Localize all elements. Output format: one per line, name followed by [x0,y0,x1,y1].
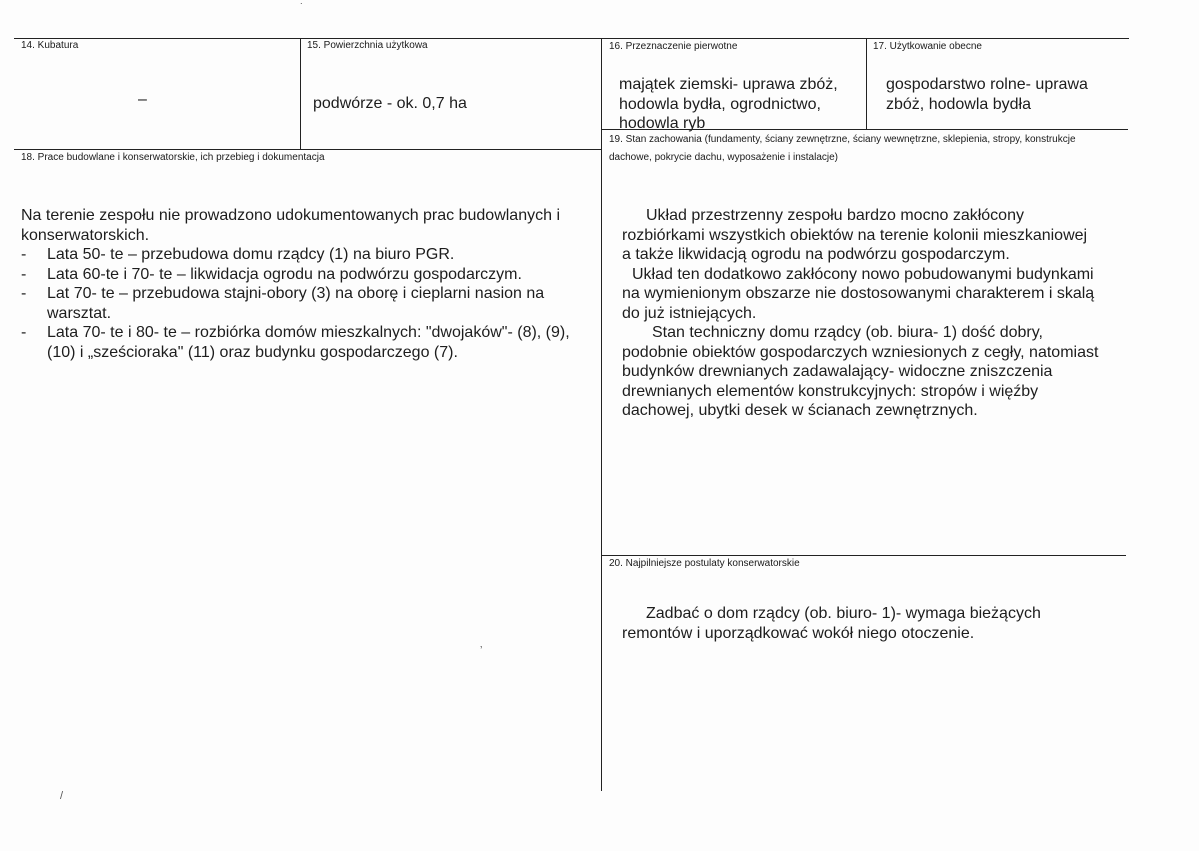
field-19-label: 19. Stan zachowania (fundamenty, ściany zewnętrzne, ściany wewnętrzne, sklepienia, stropy, konstrukcje dachowe, pokrycie dachu, wyposażenie i instalacje) [609,134,1076,163]
scan-speck: / [60,790,64,802]
field-19-paragraph: Układ przestrzenny zespołu bardzo mocno zakłócony rozbiórkami wszystkich obiektów na terenie kolonii mieszkaniowej a także likwidacją ogrodu na podwórzu gospodarczym. [622,207,1088,263]
scan-speck: ʼ [480,645,483,657]
divider-14-15 [300,38,301,149]
divider-16-17 [866,38,867,130]
list-item: - Lata 70- te i 80- te – rozbiórka domów mieszkalnych: "dwojaków"- (8), (9), (10) i „sześcioraka" (11) oraz budynku gospodarczego (7). [21,323,599,362]
field-17-value [886,75,1126,114]
list-item: - Lata 60-te i 70- te – likwidacja ogrodu na podwórzu gospodarczym. [21,265,599,285]
field-16-label: 16. Przeznaczenie pierwotne [609,41,738,52]
field-16-line: hodowla ryb [619,115,706,132]
field-19-paragraph: Układ ten dodatkowo zakłócony nowo pobudowanymi budynkami na wymienionym obszarze nie dostosowanymi charakterem i skalą do już istniejących. [622,265,1095,322]
field-18-intro: Na terenie zespołu nie prowadzono udokumentowanych prac budowlanych i konserwatorskich. [21,207,560,244]
list-item: - Lata 50- te – przebudowa domu rządcy (1) na biuro PGR. [21,245,599,265]
field-16-line: hodowla bydła, ogrodnictwo, [619,95,821,113]
field-16-value [619,75,864,134]
top-border [14,38,1129,39]
field-14-value: – [138,91,147,108]
field-16-line: majątek ziemski- uprawa zbóż, [619,76,838,93]
main-vertical-divider [601,38,602,791]
field-20-label: 20. Najpilniejsze postulaty konserwatorskie [609,558,800,569]
field-15-label: 15. Powierzchnia użytkowa [307,40,428,51]
field-17-line: zbóż, hodowla bydła [886,95,1031,113]
list-item: - Lat 70- te – przebudowa stajni-obory (3) na oborę i cieplarni nasion na warsztat. [21,284,599,323]
scan-speck: ˙ [300,2,304,14]
field-19-content [622,206,1100,421]
field-20-value: Zadbać o dom rządcy (ob. biuro- 1)- wymaga bieżących remontów i uporządkować wokół niego otoczenie. [622,605,1041,642]
field-18-content [21,206,599,362]
field-19-paragraph: Stan techniczny domu rządcy (ob. biura- 1) dość dobry, podobnie obiektów gospodarczych wzniesionych z cegły, natomiast budynków drewnianych zadawalający- widoczne zniszczenia drewnianych elementów konstrukcyjnych: stropów i więźby dachowej, ubytki desek w ścianach zewnętrznych. [622,324,1099,419]
field-18-label: 18. Prace budowlane i konserwatorskie, ich przebieg i dokumentacja [21,152,325,163]
field20-top-border [602,555,1126,556]
row1-bottom-left [14,149,602,150]
field-17-label: 17. Użytkowanie obecne [873,41,982,52]
field-18-list [21,245,599,362]
field-17-line: gospodarstwo rolne- uprawa [886,76,1088,93]
field-15-value: podwórze - ok. 0,7 ha [313,95,467,112]
field-14-label: 14. Kubatura [21,40,79,51]
